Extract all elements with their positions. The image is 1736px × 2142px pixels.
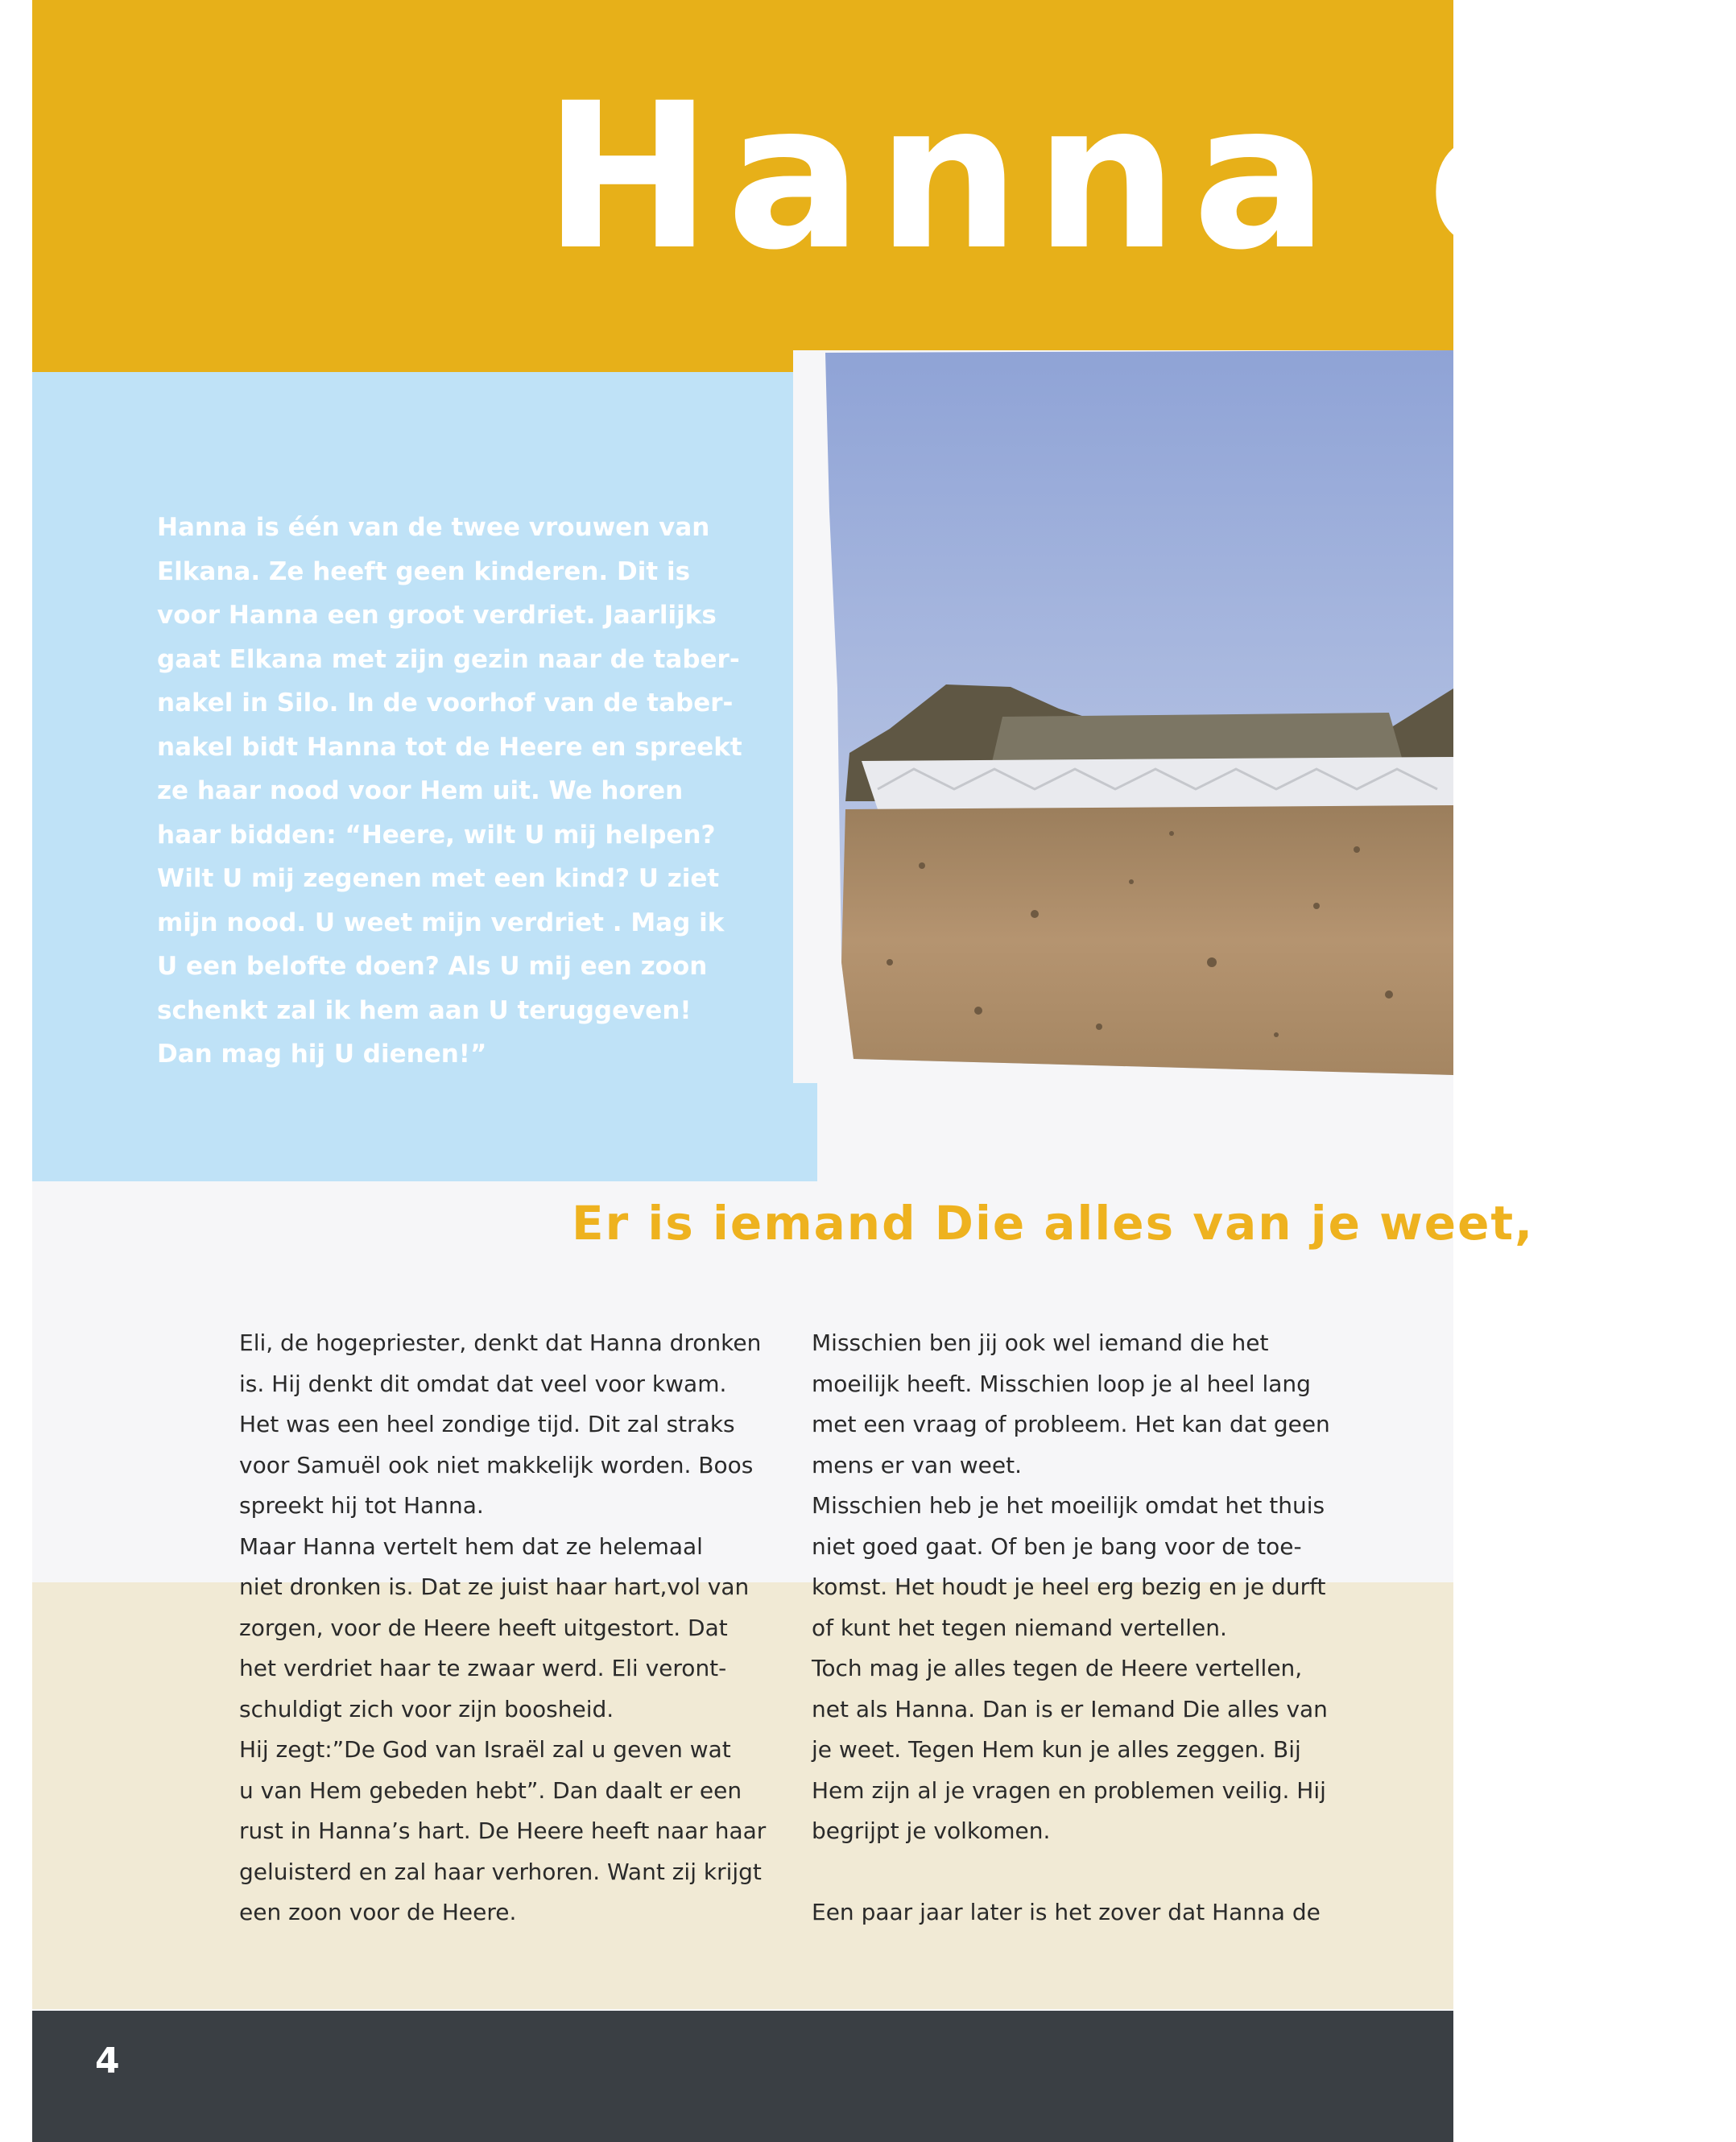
body-line: voor Samuël ook niet makkelijk worden. Boos [239, 1451, 754, 1478]
body-column-left [239, 1323, 766, 1933]
body-line [812, 1852, 1330, 1893]
body-line: komst. Het houdt je heel erg bezig en je durft [812, 1573, 1326, 1600]
body-line: of kunt het tegen niemand vertellen. [812, 1614, 1227, 1641]
header-band [32, 0, 1736, 382]
intro-line: Wilt U mij zegenen met een kind? U ziet [157, 864, 720, 893]
body-line: is. Hij denkt dit omdat dat veel voor kwam. [239, 1370, 727, 1397]
intro-line: voor Hanna een groot verdriet. Jaarlijks [157, 601, 717, 630]
page-number: 4 [95, 2041, 120, 2082]
intro-line: ze haar nood voor Hem uit. We horen [157, 776, 684, 805]
intro-line: Hanna is één van de twee vrouwen van [157, 513, 710, 542]
body-line: Misschien ben jij ook wel iemand die het [812, 1329, 1269, 1356]
intro-line: nakel bidt Hanna tot de Heere en spreekt [157, 732, 742, 762]
body-line: schuldigt zich voor zijn boosheid. [239, 1695, 614, 1722]
body-line: rust in Hanna’s hart. De Heere heeft naar haar [239, 1817, 767, 1844]
body-line: geluisterd en zal haar verhoren. Want zij krijgt [239, 1858, 762, 1885]
body-line: mens er van weet. [812, 1451, 1022, 1478]
body-line: niet goed gaat. Of ben je bang voor de toe- [812, 1532, 1302, 1560]
intro-line: U een belofte doen? Als U mij een zoon [157, 952, 708, 981]
body-line: met een vraag of probleem. Het kan dat geen [812, 1411, 1330, 1437]
body-line: Misschien heb je het moeilijk omdat het thuis [812, 1492, 1325, 1519]
body-line: moeilijk heeft. Misschien loop je al heel lang [812, 1370, 1311, 1397]
intro-line: Dan mag hij U dienen!” [157, 1040, 487, 1069]
section-subtitle: Er is iemand Die alles van je weet, [572, 1196, 1535, 1251]
body-line: zorgen, voor de Heere heeft uitgestort. Dat [239, 1614, 728, 1641]
intro-line: nakel in Silo. In de voorhof van de taber- [157, 688, 734, 717]
intro-line: schenkt zal ik hem aan U teruggeven! [157, 995, 692, 1025]
page-title: Hanna en [544, 60, 1736, 294]
body-line: Toch mag je alles tegen de Heere vertellen, [812, 1655, 1303, 1681]
footer-band [32, 2011, 1453, 2142]
intro-line: mijn nood. U weet mijn verdriet . Mag ik [157, 908, 725, 937]
body-line: spreekt hij tot Hanna. [239, 1492, 484, 1519]
body-line: Maar Hanna vertelt hem dat ze helemaal [239, 1532, 703, 1560]
body-line: begrijpt je volkomen. [812, 1817, 1051, 1844]
body-line: een zoon voor de Heere. [239, 1899, 517, 1925]
body-line: net als Hanna. Dan is er Iemand Die alles van [812, 1695, 1328, 1722]
intro-text [157, 506, 742, 1077]
intro-line: haar bidden: “Heere, wilt U mij helpen? [157, 820, 716, 850]
body-line: Hij zegt:”De God van Israël zal u geven wat [239, 1736, 731, 1763]
body-line: u van Hem gebeden hebt”. Dan daalt er een [239, 1776, 742, 1804]
body-line: niet dronken is. Dat ze juist haar hart,vol van [239, 1573, 750, 1600]
body-line: Hem zijn al je vragen en problemen veilig. Hij [812, 1776, 1326, 1804]
intro-line: gaat Elkana met zijn gezin naar de taber- [157, 644, 740, 674]
body-line: Eli, de hogepriester, denkt dat Hanna dronken [239, 1329, 762, 1356]
body-column-right [812, 1323, 1330, 1933]
body-line: je weet. Tegen Hem kun je alles zeggen. Bij [812, 1736, 1301, 1763]
body-line: Het was een heel zondige tijd. Dit zal straks [239, 1411, 735, 1437]
body-line: het verdriet haar te zwaar werd. Eli veront- [239, 1655, 727, 1681]
body-line: Een paar jaar later is het zover dat Hanna de [812, 1899, 1321, 1925]
magazine-page [32, 0, 1736, 2142]
intro-line: Elkana. Ze heeft geen kinderen. Dit is [157, 556, 691, 586]
tabernacle-photo [793, 350, 1453, 1083]
